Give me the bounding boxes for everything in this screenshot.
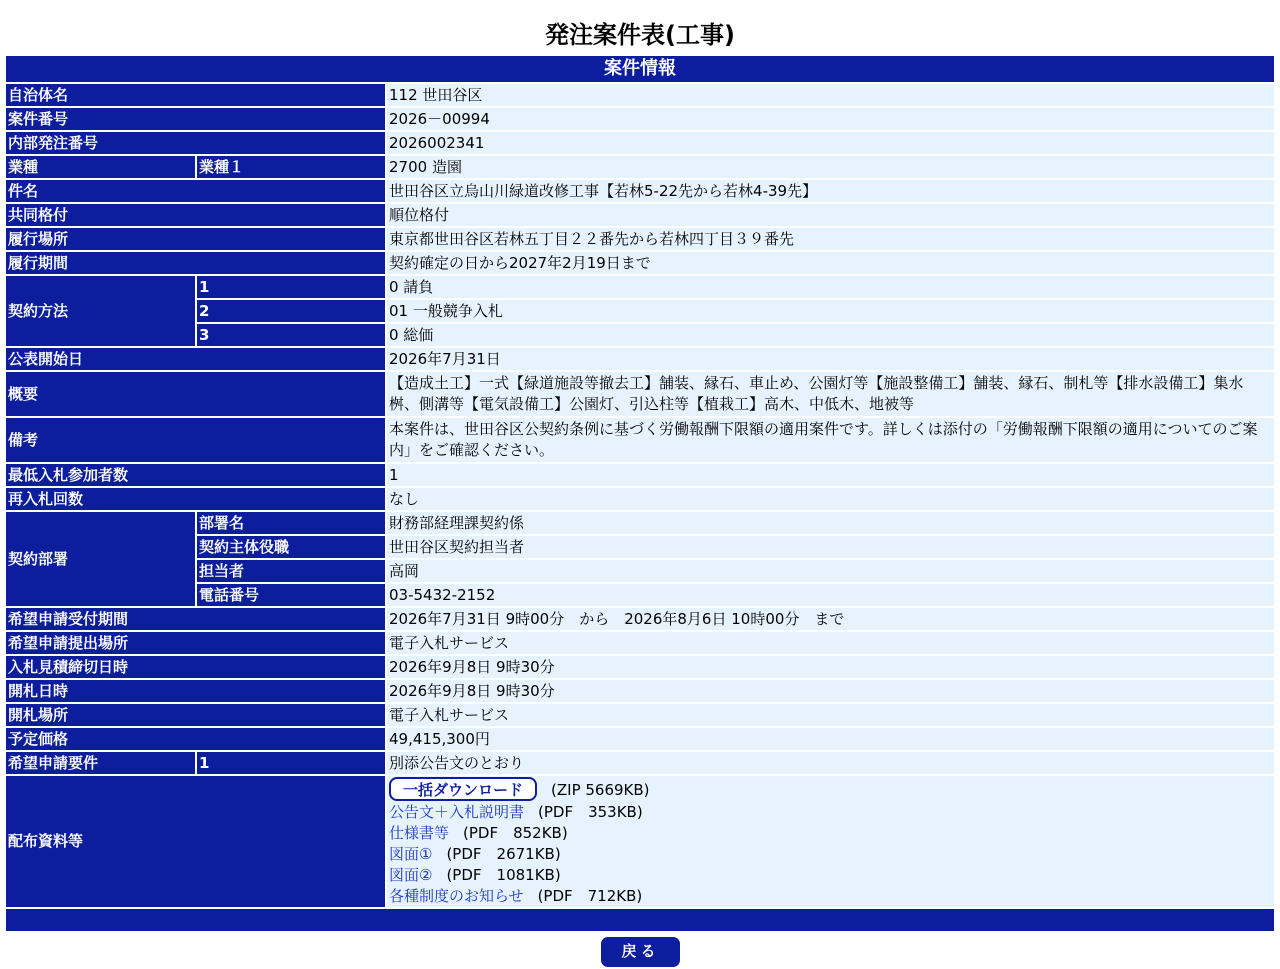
file-size-seido: (PDF 712KB) [537,887,643,905]
table-row [6,228,1274,250]
row-value-gyoshu: 2700 造園 [385,156,1274,178]
file-link-zumen-1[interactable]: 図面① [389,845,433,863]
file-size-zumen-1: (PDF 2671KB) [446,845,561,863]
table-row [6,418,1274,462]
table-row [6,372,1274,416]
row-value-bushomei: 財務部経理課契約係 [385,512,1274,534]
row-label-kaisatsu-basho: 開札場所 [6,704,385,726]
row-value-kibo-kikan: 2026年7月31日 9時00分 から 2026年8月6日 10時00分 まで [385,608,1274,630]
row-value-saitei: 1 [385,464,1274,486]
file-item [389,886,1272,907]
row-label-gaiyo: 概要 [6,372,385,416]
file-size-shiyosho: (PDF 852KB) [463,824,568,842]
table-row [6,656,1274,678]
file-link-seido[interactable]: 各種制度のお知らせ [389,887,524,905]
file-link-shiyosho[interactable]: 仕様書等 [389,824,450,842]
row-label-keiyaku-hoho: 契約方法 [6,276,195,346]
table-row [6,324,1274,346]
row-label-kibo-kikan: 希望申請受付期間 [6,608,385,630]
table-row [6,776,1274,907]
row-value-biko: 本案件は、世田谷区公契約条例に基づく労働報酬下限額の適用案件です。詳しくは添付の「労働報酬下限額の適用についてのご案内」をご確認ください。 [385,418,1274,462]
row-label-jichitai: 自治体名 [6,84,385,106]
page-title: 発注案件表(工事) [545,21,735,49]
row-sublabel-keiyaku-hoho-2: 2 [195,300,385,322]
row-label-kaisatsu-nichiji: 開札日時 [6,680,385,702]
row-sublabel-yakushoku: 契約主体役職 [195,536,385,558]
table-row [6,156,1274,178]
row-value-kibo-basho: 電子入札サービス [385,632,1274,654]
row-label-yotei: 予定価格 [6,728,385,750]
table-row [6,348,1274,370]
row-value-naibu-no: 2026002341 [385,132,1274,154]
table-row [6,488,1274,510]
row-label-kenmei: 件名 [6,180,385,202]
row-sublabel-bushomei: 部署名 [195,512,385,534]
file-size-zumen-2: (PDF 1081KB) [446,866,561,884]
file-item [389,823,1272,844]
row-value-tantosha: 高岡 [385,560,1274,582]
table-row [6,276,1274,298]
row-value-denwa: 03-5432-2152 [385,584,1274,606]
file-item [389,865,1272,886]
table-footer-bar [6,909,1274,931]
row-label-yoken: 希望申請要件 [6,752,195,774]
table-row [6,608,1274,630]
row-value-shimekiri: 2026年9月8日 9時30分 [385,656,1274,678]
row-sublabel-keiyaku-hoho-3: 3 [195,324,385,346]
row-value-keiyaku-hoho-2: 01 一般競争入札 [385,300,1274,322]
row-label-kibo-basho: 希望申請提出場所 [6,632,385,654]
row-label-kikan: 履行期間 [6,252,385,274]
section-title: 案件情報 [6,56,1274,82]
table-row [6,300,1274,322]
row-label-kohyo: 公表開始日 [6,348,385,370]
row-label-basho: 履行場所 [6,228,385,250]
row-label-gyoshu: 業種 [6,156,195,178]
table-row [6,512,1274,534]
row-value-haifu [385,776,1274,907]
table-row [6,180,1274,202]
table-row [6,584,1274,606]
back-button[interactable]: 戻る [601,937,680,967]
row-value-keiyaku-hoho-1: 0 請負 [385,276,1274,298]
table-row [6,464,1274,486]
table-row [6,84,1274,106]
table-row [6,536,1274,558]
table-row [6,704,1274,726]
table-row [6,204,1274,226]
row-value-yakushoku: 世田谷区契約担当者 [385,536,1274,558]
row-value-kaisatsu-basho: 電子入札サービス [385,704,1274,726]
row-label-kyodo: 共同格付 [6,204,385,226]
table-row [6,132,1274,154]
row-value-kikan: 契約確定の日から2027年2月19日まで [385,252,1274,274]
row-label-anken-no: 案件番号 [6,108,385,130]
row-sublabel-denwa: 電話番号 [195,584,385,606]
table-row [6,632,1274,654]
row-value-sainyusatsu: なし [385,488,1274,510]
file-item [389,802,1272,823]
section-header [6,56,1274,82]
row-sublabel-tantosha: 担当者 [195,560,385,582]
row-sublabel-yoken: 1 [195,752,385,774]
table-row [6,560,1274,582]
row-value-anken-no: 2026－00994 [385,108,1274,130]
row-value-jichitai: 112 世田谷区 [385,84,1274,106]
row-value-kaisatsu-nichiji: 2026年9月8日 9時30分 [385,680,1274,702]
bulk-download-size: (ZIP 5669KB) [551,781,650,799]
row-label-shimekiri: 入札見積締切日時 [6,656,385,678]
row-value-yoken: 別添公告文のとおり [385,752,1274,774]
row-value-basho: 東京都世田谷区若林五丁目２２番先から若林四丁目３９番先 [385,228,1274,250]
row-label-naibu-no: 内部発注番号 [6,132,385,154]
row-value-gaiyo: 【造成土工】一式【緑道施設等撤去工】舗装、縁石、車止め、公園灯等【施設整備工】舗装、縁石、制札等【排水設備工】集水桝、側溝等【電気設備工】公園灯、引込柱等【植栽工】高木、中低木、地被等 [385,372,1274,416]
table-row [6,108,1274,130]
project-info-table [6,54,1274,933]
table-row [6,728,1274,750]
row-value-keiyaku-hoho-3: 0 総価 [385,324,1274,346]
row-value-kohyo: 2026年7月31日 [385,348,1274,370]
bulk-download-button[interactable]: 一括ダウンロード [389,777,537,801]
table-row [6,680,1274,702]
row-value-kenmei: 世田谷区立烏山川緑道改修工事【若林5-22先から若林4-39先】 [385,180,1274,202]
row-label-sainyusatsu: 再入札回数 [6,488,385,510]
row-label-saitei: 最低入札参加者数 [6,464,385,486]
row-label-keiyaku-busho: 契約部署 [6,512,195,606]
file-link-zumen-2[interactable]: 図面② [389,866,433,884]
table-row [6,252,1274,274]
table-row [6,752,1274,774]
row-sublabel-gyoshu: 業種１ [195,156,385,178]
file-item [389,844,1272,865]
row-label-biko: 備考 [6,418,385,462]
row-value-kyodo: 順位格付 [385,204,1274,226]
file-link-kokokubun[interactable]: 公告文＋入札説明書 [389,803,525,821]
file-size-kokokubun: (PDF 353KB) [538,803,643,821]
row-sublabel-keiyaku-hoho-1: 1 [195,276,385,298]
row-value-yotei: 49,415,300円 [385,728,1274,750]
row-label-haifu: 配布資料等 [6,776,385,907]
